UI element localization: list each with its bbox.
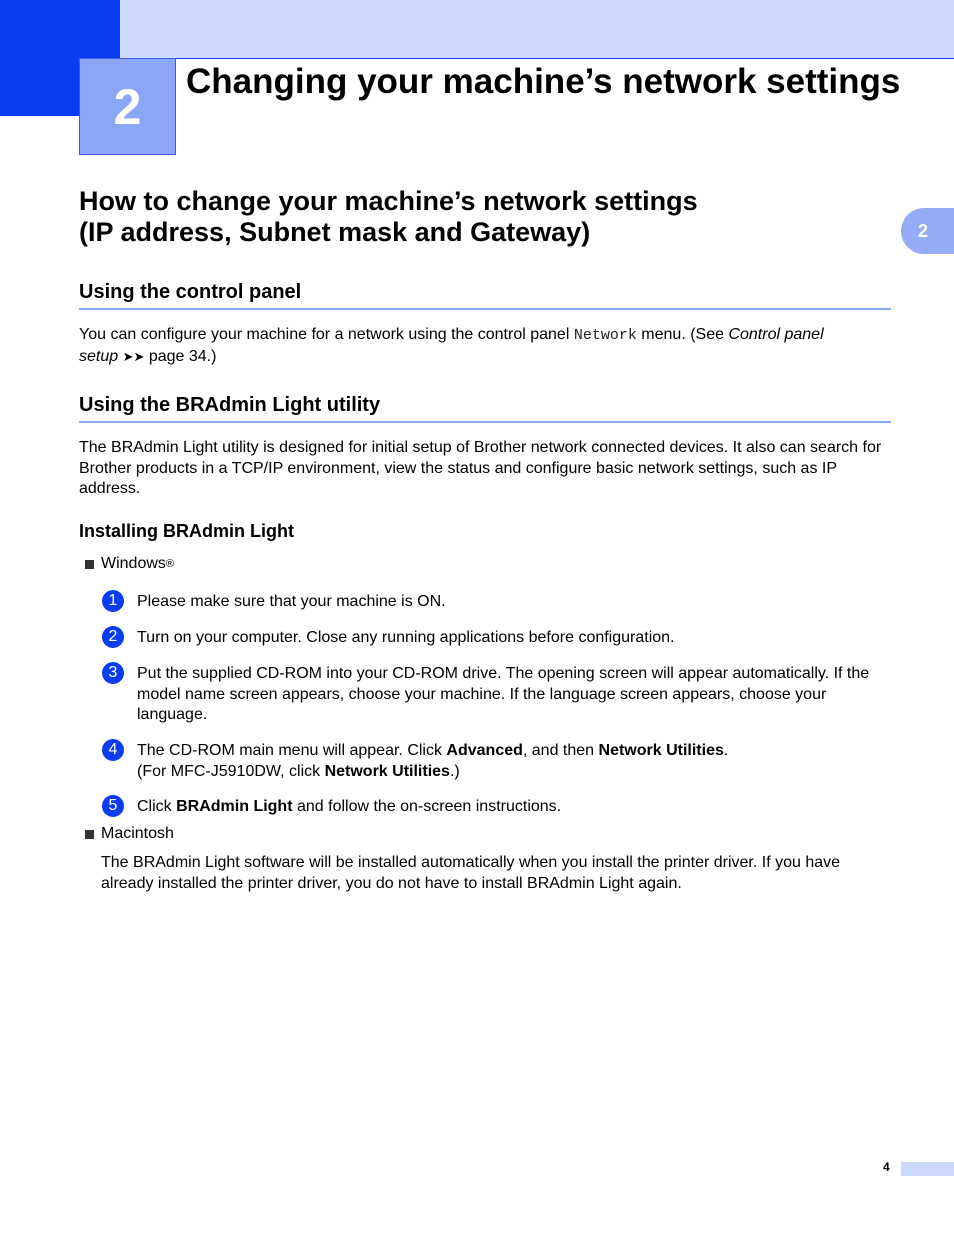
step-5-text <box>137 797 892 818</box>
windows-label: Windows <box>101 555 166 572</box>
control-panel-heading: Using the control panel <box>79 281 891 310</box>
page-number: 4 <box>883 1160 890 1174</box>
double-arrow-icon: ➤➤ <box>122 348 145 364</box>
step-3-text: Put the supplied CD-ROM into your CD-ROM drive. The opening screen will appear automatically. If the model name screen appears, choose your machine. If the language screen appears, choose your language. <box>137 665 870 723</box>
step-1 <box>102 592 892 613</box>
network-utilities-label: Network Utilities <box>598 742 724 759</box>
network-menu-name: Network <box>573 327 637 344</box>
network-utilities-label-2: Network Utilities <box>324 762 450 780</box>
windows-bullet <box>85 555 174 573</box>
chapter-number-box <box>79 58 176 155</box>
installing-heading: Installing BRAdmin Light <box>79 521 294 541</box>
square-bullet-icon <box>85 560 94 569</box>
control-panel-setup-link[interactable]: Control panel setup <box>79 326 824 365</box>
section-heading-line2: (IP address, Subnet mask and Gateway) <box>79 217 591 247</box>
control-panel-text-post: page 34.) <box>144 347 217 365</box>
step-4 <box>102 741 892 782</box>
section-heading <box>79 186 879 248</box>
step-3 <box>102 664 892 726</box>
step-2-text: Turn on your computer. Close any running applications before configuration. <box>137 629 675 646</box>
bradmin-paragraph: The BRAdmin Light utility is designed for initial setup of Brother network connected devices. It also can search for Brother products in a TCP/IP environment, view the status and configure basic network settings, such as IP address. <box>79 439 882 497</box>
side-tab-number: 2 <box>918 220 929 241</box>
header-band-light <box>120 0 954 59</box>
chapter-title: Changing your machine’s network settings <box>186 62 901 101</box>
step-3-number: 3 <box>102 662 124 684</box>
registered-mark: ® <box>165 558 175 570</box>
step-4-text-f: (For MFC-J5910DW, click <box>137 762 325 780</box>
step-5-text-c: and follow the on-screen instructions. <box>292 798 562 815</box>
chapter-number: 2 <box>113 78 142 135</box>
step-2 <box>102 628 892 649</box>
footer-bar <box>901 1162 954 1176</box>
step-4-text-c: , and then <box>522 742 599 759</box>
step-4-text <box>137 741 892 782</box>
step-5 <box>102 797 892 818</box>
square-bullet-icon <box>85 830 94 839</box>
step-4-number: 4 <box>102 739 124 761</box>
step-1-text: Please make sure that your machine is ON. <box>137 593 446 610</box>
step-5-number: 5 <box>102 795 124 817</box>
step-5-text-a: Click <box>137 798 177 815</box>
control-panel-text-pre: You can configure your machine for a network using the control panel <box>79 326 574 343</box>
macintosh-bullet <box>85 825 174 843</box>
advanced-label: Advanced <box>446 742 523 759</box>
bradmin-heading: Using the BRAdmin Light utility <box>79 394 891 423</box>
step-4-text-a: The CD-ROM main menu will appear. Click <box>137 742 447 759</box>
bradmin-light-label: BRAdmin Light <box>176 798 293 815</box>
control-panel-text-mid: menu. (See <box>636 326 729 343</box>
macintosh-paragraph: The BRAdmin Light software will be installed automatically when you install the printer driver. If you have already installed the printer driver, you do not have to install BRAdmin Light again. <box>101 854 841 892</box>
chapter-side-tab <box>901 208 954 254</box>
step-4-text-e: . <box>723 742 729 759</box>
control-panel-paragraph <box>79 325 891 367</box>
macintosh-label: Macintosh <box>101 825 174 842</box>
step-1-number: 1 <box>102 590 124 612</box>
section-heading-line1: How to change your machine’s network settings <box>79 186 698 216</box>
step-4-text-h: .) <box>449 762 460 780</box>
step-2-number: 2 <box>102 626 124 648</box>
